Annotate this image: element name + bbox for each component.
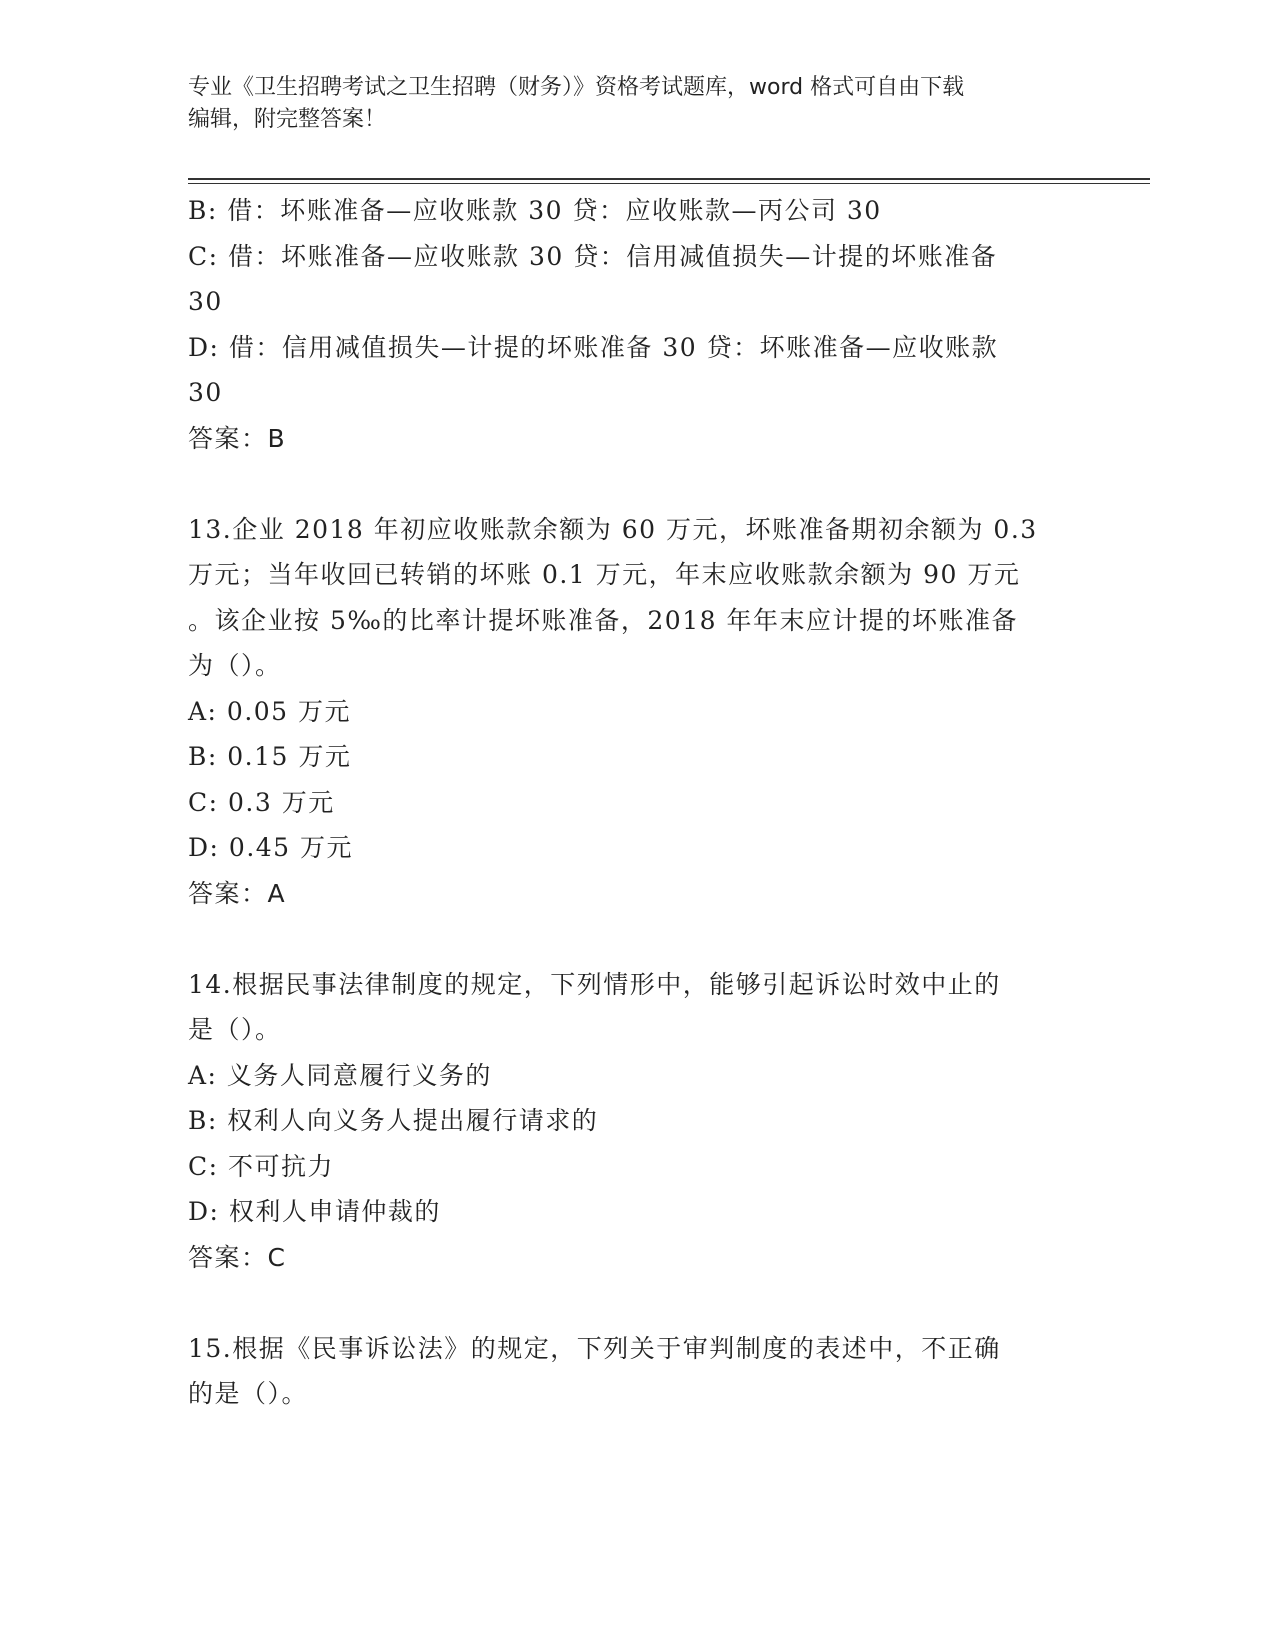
- header-divider-thick: [188, 178, 1150, 180]
- question-stem: 15.根据《民事诉讼法》的规定，下列关于审判制度的表述中，不正确: [188, 1333, 1001, 1363]
- question-stem: 14.根据民事法律制度的规定，下列情形中，能够引起诉讼时效中止的: [188, 969, 1001, 999]
- answer-label: 答案：C: [188, 1242, 287, 1272]
- question-stem-continued: 是（）。: [188, 1015, 282, 1044]
- question-stem-continued: 。该企业按 5‰的比率计提坏账准备，2018 年年末应计提的坏账准备: [188, 605, 1018, 635]
- answer-label: 答案：B: [188, 423, 287, 453]
- option-d-continued: 30: [188, 378, 223, 407]
- spacer: [188, 916, 1088, 962]
- document-body: [188, 188, 1088, 1417]
- question-stem-continued: 万元；当年收回已转销的坏账 0.1 万元，年末应收账款余额为 90 万元: [188, 560, 1021, 589]
- option-c: C: 借：坏账准备—应收账款 30 贷：信用减值损失—计提的坏账准备: [188, 241, 998, 271]
- question-stem-continued: 为（）。: [188, 651, 282, 680]
- option-b: B: 0.15 万元: [188, 742, 352, 771]
- header-divider-thin: [188, 183, 1150, 184]
- header-line-1: 专业《卫生招聘考试之卫生招聘（财务）》资格考试题库，word 格式可自由下载: [188, 75, 965, 100]
- question-13: [188, 507, 1088, 917]
- spacer: [188, 461, 1088, 507]
- option-c: C: 不可抗力: [188, 1151, 334, 1181]
- question-stem: 13.企业 2018 年初应收账款余额为 60 万元，坏账准备期初余额为 0.3: [188, 514, 1038, 544]
- spacer: [188, 1280, 1088, 1326]
- question-12-tail: [188, 188, 1088, 461]
- document-header: [188, 72, 1068, 136]
- option-a: A: 0.05 万元: [188, 696, 352, 726]
- option-b: B: 借：坏账准备—应收账款 30 贷：应收账款—丙公司 30: [188, 196, 882, 225]
- header-line-2: 编辑，附完整答案！: [188, 107, 387, 132]
- question-stem-continued: 的是（）。: [188, 1379, 309, 1408]
- option-d: D: 借：信用减值损失—计提的坏账准备 30 贷：坏账准备—应收账款: [188, 332, 999, 362]
- option-d: D: 0.45 万元: [188, 833, 354, 862]
- question-14: [188, 962, 1088, 1281]
- question-15: [188, 1326, 1088, 1417]
- option-c: C: 0.3 万元: [188, 787, 335, 817]
- answer-label: 答案：A: [188, 878, 287, 908]
- option-a: A: 义务人同意履行义务的: [188, 1060, 492, 1090]
- option-d: D: 权利人申请仲裁的: [188, 1197, 441, 1226]
- option-c-continued: 30: [188, 287, 223, 316]
- option-b: B: 权利人向义务人提出履行请求的: [188, 1106, 599, 1135]
